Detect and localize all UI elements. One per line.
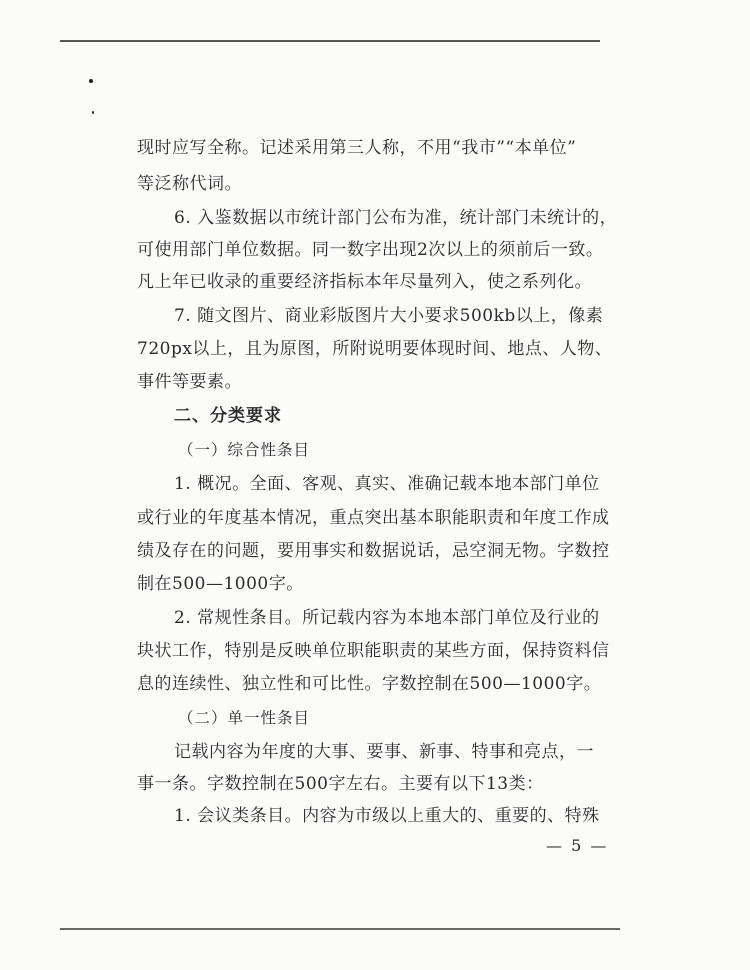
body-text-line: 息的连续性、独立性和可比性。字数控制在500—1000字。 <box>137 674 602 694</box>
section-heading: 二、分类要求 <box>174 406 282 426</box>
top-border-line <box>60 40 600 42</box>
body-text-line: 720px以上，且为原图，所附说明要体现时间、地点、人物、 <box>137 339 613 359</box>
list-item-2: 2. 常规性条目。所记载内容为本地本部门单位及行业的 <box>174 608 600 628</box>
page-number: — 5 — <box>546 836 609 855</box>
subsection-heading: （一）综合性条目 <box>178 441 311 459</box>
subsection-heading: （二）单一性条目 <box>178 709 311 727</box>
body-text-line: 块状工作，特别是反映单位职能职责的某些方面，保持资料信 <box>137 641 610 661</box>
list-item-6: 6. 入鉴数据以市统计部门公布为准，统计部门未统计的， <box>174 208 618 228</box>
scan-speck <box>89 79 93 83</box>
body-text-line: 事件等要素。 <box>137 372 242 392</box>
body-text-line: 或行业的年度基本情况，重点突出基本职能职责和年度工作成 <box>137 508 610 528</box>
body-text-line: 现时应写全称。记述采用第三人称，不用“我市”“本单位” <box>137 138 577 158</box>
bottom-border-line <box>60 928 620 930</box>
scan-speck <box>92 111 94 114</box>
list-item-7: 7. 随文图片、商业彩版图片大小要求500kb以上，像素 <box>174 306 604 326</box>
body-text-line: 凡上年已收录的重要经济指标本年尽量列入，使之系列化。 <box>137 272 592 292</box>
body-text-line: 记载内容为年度的大事、要事、新事、特事和亮点，一 <box>174 742 594 762</box>
body-text-line: 等泛称代词。 <box>137 174 242 194</box>
body-text-line: 绩及存在的问题，要用事实和数据说话，忌空洞无物。字数控 <box>137 541 610 561</box>
body-text-line: 可使用部门单位数据。同一数字出现2次以上的须前后一致。 <box>137 240 604 260</box>
list-item-1: 1. 概况。全面、客观、真实、准确记载本地本部门单位 <box>174 474 600 494</box>
list-item-1: 1. 会议类条目。内容为市级以上重大的、重要的、特殊 <box>174 806 600 826</box>
body-text-line: 制在500—1000字。 <box>137 574 304 594</box>
body-text-line: 事一条。字数控制在500字左右。主要有以下13类： <box>137 774 544 794</box>
